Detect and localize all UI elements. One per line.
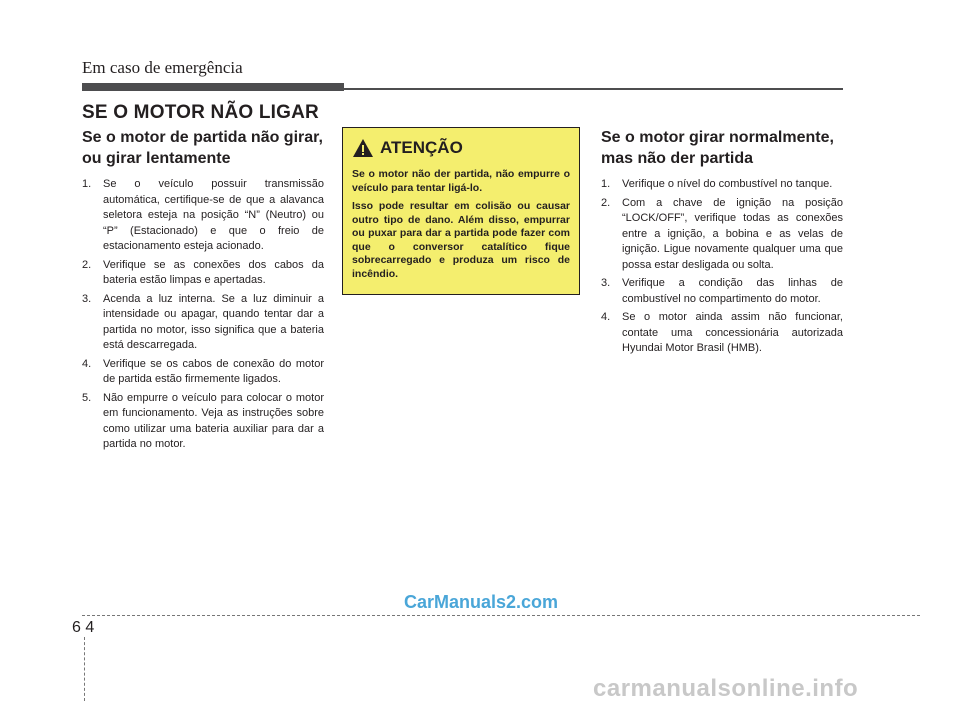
warning-header [352, 138, 570, 158]
list-item [82, 177, 324, 255]
warning-paragraph: Se o motor não der partida, não empurre o veículo para tentar ligá-lo. [352, 168, 570, 194]
item-text: Verifique se as conexões dos cabos da bateria estão limpas e apertadas. [103, 258, 324, 286]
list-item [601, 196, 843, 274]
item-number: 2. [82, 258, 92, 271]
list-item [82, 292, 324, 354]
warning-triangle-icon [352, 138, 374, 158]
item-text: Verifique o nível do combustível no tanque. [622, 178, 833, 190]
item-text: Verifique se os cabos de conexão do motor de partida estão firmemente ligados. [103, 357, 324, 385]
item-number: 4. [601, 311, 611, 323]
item-text: Se o veículo possuir transmissão automática, certifique-se de que a alavanca seletora esteja na posição “N” (Neutro) ou “P” (Estacionado) e que o freio de estacionamento esteja acionado. [103, 178, 324, 252]
header-title: Em caso de emergência [82, 58, 243, 77]
item-text: Se o motor ainda assim não funcionar, contate uma concessionária autorizada Hyundai Motor Brasil (HMB). [622, 311, 843, 354]
warning-paragraph: Isso pode resultar em colisão ou causar outro tipo de dano. Além disso, empurrar ou puxar para dar a partida pode fazer com que o conversor catalítico fique sobrecarregado e produza um risco de incêndio. [352, 200, 570, 280]
header-bar [82, 83, 344, 91]
footer-divider [82, 615, 920, 616]
watermark-bottom: carmanualsonline.info [593, 675, 859, 702]
list-item [601, 310, 843, 357]
header-rule [344, 88, 843, 90]
right-column [601, 127, 843, 360]
page-number: 6 4 [72, 619, 95, 636]
right-steps-list [601, 177, 843, 357]
left-heading: Se o motor de partida não girar, ou girar lentamente [82, 129, 323, 167]
left-column [82, 127, 324, 456]
item-number: 2. [601, 196, 611, 209]
item-number: 4. [82, 357, 92, 370]
footer-vertical-divider [84, 637, 85, 701]
item-number: 1. [82, 178, 92, 190]
list-item [82, 258, 324, 289]
item-number: 3. [82, 292, 92, 305]
item-text: Acenda a luz interna. Se a luz diminuir a intensidade ou apagar, quando tentar dar a partida no motor, isso significa que a bateria está descarregada. [103, 292, 324, 351]
list-item [82, 391, 324, 453]
list-item [601, 177, 843, 193]
list-item [601, 276, 843, 307]
item-text: Com a chave de ignição na posição “LOCK/OFF”, verifique todas as conexões entre a ignição, a bobina e as velas de ignição. Ligue novamente qualquer uma que possa estar desligada ou solta. [622, 196, 843, 271]
item-number: 5. [82, 391, 92, 404]
item-number: 3. [601, 277, 611, 289]
left-steps-list [82, 177, 324, 453]
list-item [82, 357, 324, 388]
warning-title: ATENÇÃO [380, 138, 463, 157]
item-text: Não empurre o veículo para colocar o motor em funcionamento. Veja as instruções sobre como utilizar uma bateria auxiliar para dar a partida no motor. [103, 391, 324, 450]
item-text: Verifique a condição das linhas de combustível no compartimento do motor. [622, 277, 843, 305]
watermark-link[interactable]: CarManuals2.com [404, 592, 559, 612]
section-title: SE O MOTOR NÃO LIGAR [82, 102, 319, 123]
right-heading: Se o motor girar normalmente, mas não der partida [601, 129, 834, 167]
item-number: 1. [601, 178, 611, 190]
warning-box [342, 127, 580, 295]
